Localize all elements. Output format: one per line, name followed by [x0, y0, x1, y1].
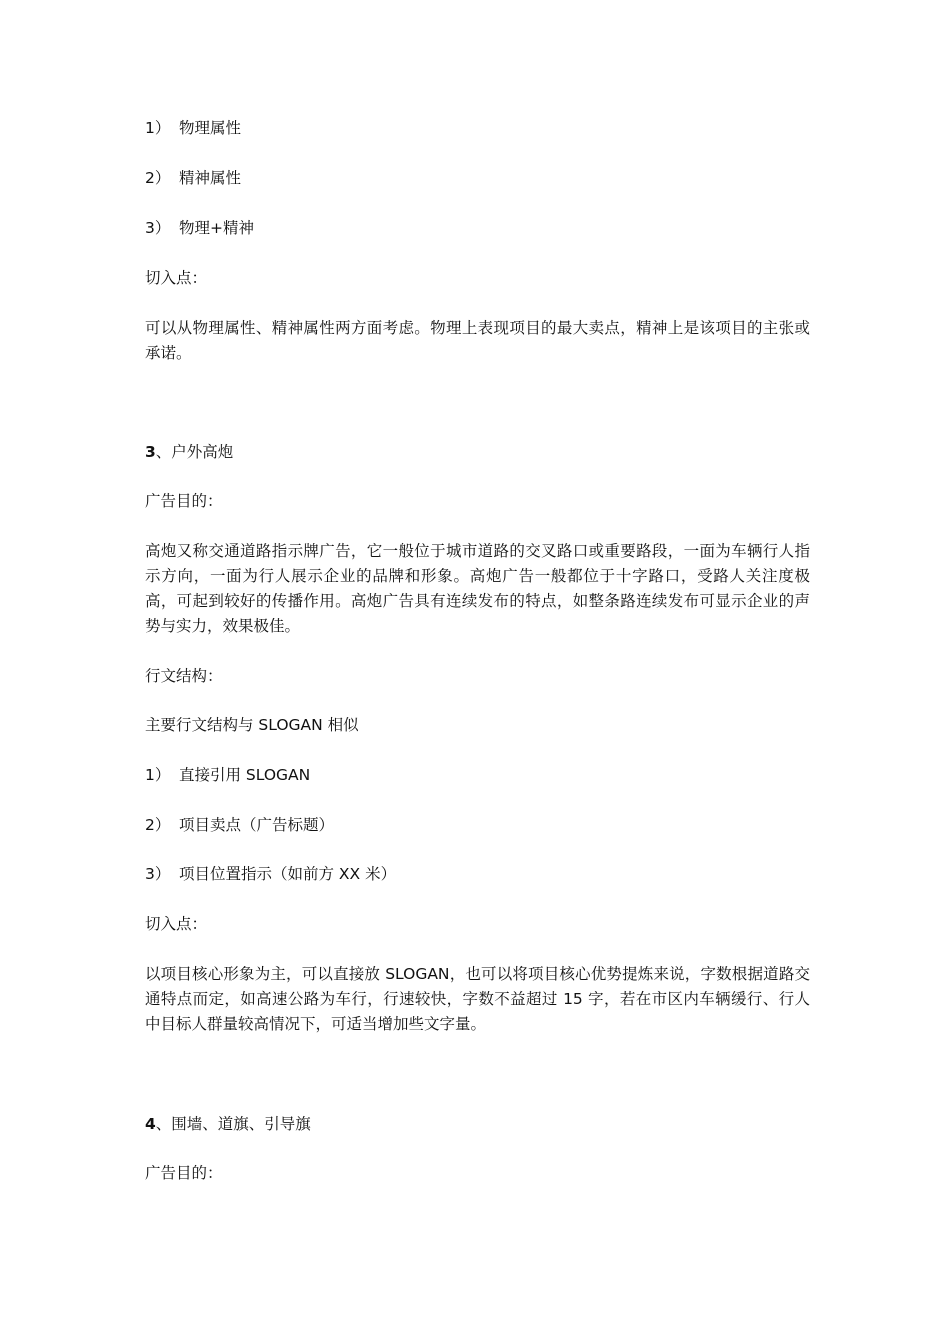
section-number: 4	[145, 1115, 156, 1133]
purpose-label: 广告目的：	[145, 1164, 223, 1182]
list-item-number: 3）	[145, 865, 171, 883]
section-title: 、围墙、道旗、引导旗	[155, 1115, 311, 1133]
list-item-number: 2）	[145, 169, 171, 187]
list-item-text: 物理+精神	[179, 219, 254, 237]
list-item-number: 3）	[145, 219, 171, 237]
structure-text: 主要行文结构与 SLOGAN 相似	[145, 716, 359, 734]
list-item	[145, 862, 396, 887]
list-item-text: 精神属性	[179, 169, 242, 187]
section-heading	[145, 440, 233, 465]
section-heading	[145, 1112, 311, 1137]
purpose-label: 广告目的：	[145, 492, 223, 510]
list-item	[145, 813, 334, 838]
list-item	[145, 763, 310, 788]
section-number: 3	[145, 443, 156, 461]
list-item	[145, 216, 254, 241]
list-item-text: 项目卖点（广告标题）	[179, 816, 335, 834]
purpose-paragraph: 高炮又称交通道路指示牌广告，它一般位于城市道路的交叉路口或重要路段，一面为车辆行人指示方向，一面为行人展示企业的品牌和形象。高炮广告一般都位于十字路口，受路人关注度极高，可起到较好的传播作用。高炮广告具有连续发布的特点，如整条路连续发布可显示企业的声势与实力，效果极佳。	[145, 542, 810, 635]
section-title: 、户外高炮	[155, 443, 234, 461]
list-item-number: 1）	[145, 119, 171, 137]
list-item-text: 直接引用 SLOGAN	[179, 766, 311, 784]
entry-point-label: 切入点：	[145, 915, 208, 933]
list-item-number: 2）	[145, 816, 171, 834]
list-item-number: 1）	[145, 766, 171, 784]
list-item-text: 物理属性	[179, 119, 242, 137]
entry-point-paragraph: 可以从物理属性、精神属性两方面考虑。物理上表现项目的最大卖点，精神上是该项目的主张或承诺。	[145, 319, 810, 362]
list-item	[145, 166, 241, 191]
list-item	[145, 116, 241, 141]
structure-label: 行文结构：	[145, 667, 223, 685]
entry-point-paragraph: 以项目核心形象为主，可以直接放 SLOGAN，也可以将项目核心优势提炼来说，字数根据道路交通特点而定，如高速公路为车行，行速较快，字数不益超过 15 字，若在市区内车辆缓行、行人中目标人群量较高情况下，可适当增加些文字量。	[145, 965, 810, 1033]
list-item-text: 项目位置指示（如前方 XX 米）	[179, 865, 397, 883]
entry-point-label: 切入点：	[145, 269, 208, 287]
